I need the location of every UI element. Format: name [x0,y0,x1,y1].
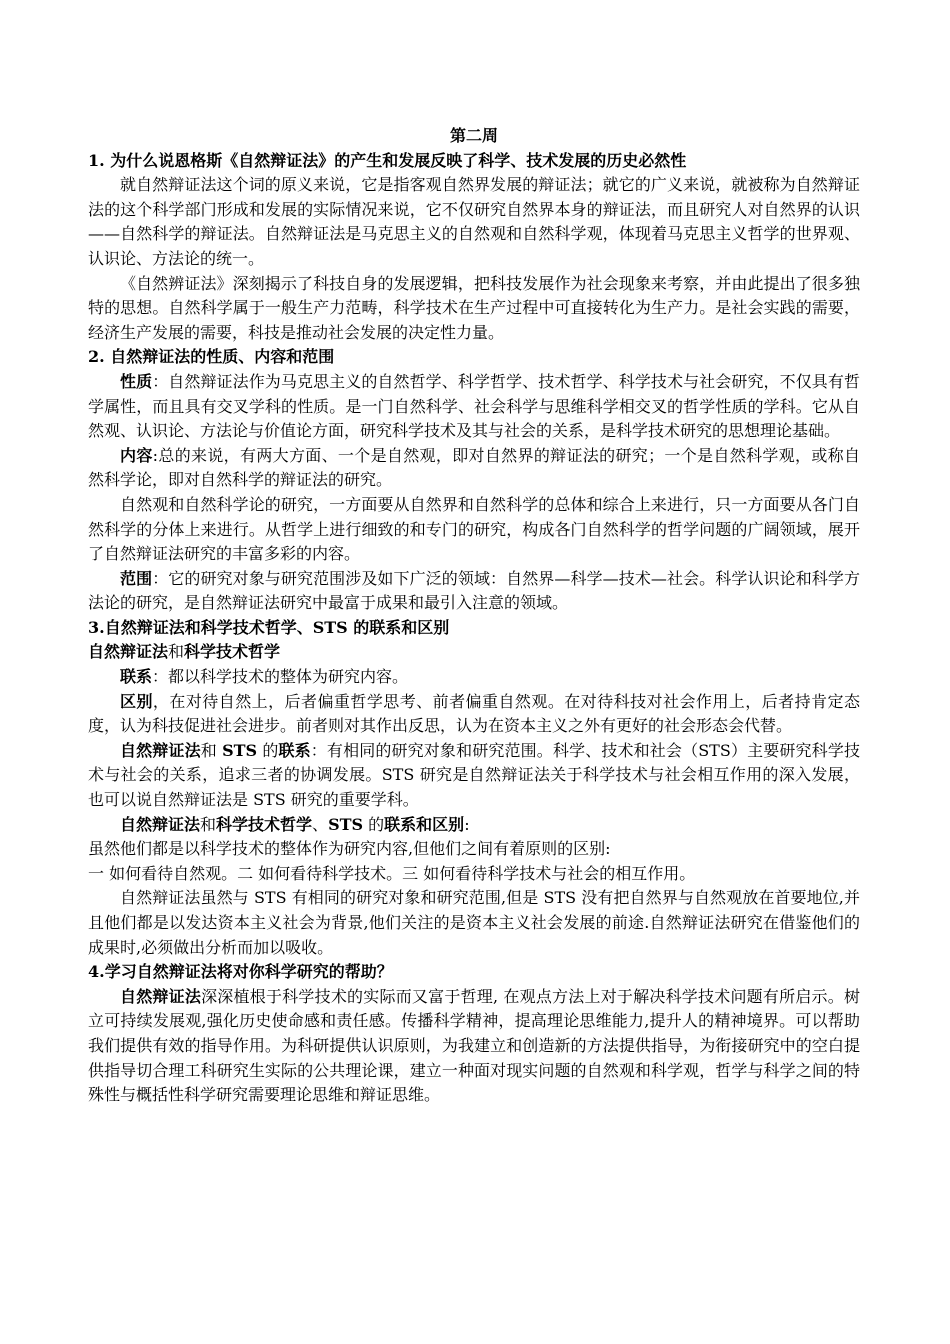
section-2-content-paragraph [88,444,860,493]
comparison-d: 联系和区别 [384,814,465,834]
subheading-part-a: 自然辩证法 [88,642,169,662]
comparison-sep: 、 [312,814,329,834]
sts-relation-b: STS [222,740,258,760]
section-1-heading: 1. 为什么说恩格斯《自然辩证法》的产生和发展反映了科学、技术发展的历史必然性 [88,150,687,170]
content-text: :总的来说，有两大方面、一个是自然观，即对自然界的辩证法的研究；一个是自然科学观，或称自然科学论，即对自然科学的辩证法的研究。 [88,445,860,490]
comparison-and: 和 [200,814,217,834]
subheading-part-b: 科学技术哲学 [184,642,281,662]
section-3-comparison-heading [88,813,860,838]
page-title: 第二周 [449,126,498,145]
comparison-b: 科学技术哲学 [216,814,313,834]
section-4-paragraph-1 [88,985,860,1108]
section-1-paragraph-2: 《自然辨证法》深刻揭示了科技自身的发展逻辑，把科技发展作为社会现象来考察，并由此提出了很多独特的思想。自然科学属于一般生产力范畴，科学技术在生产过程中可直接转化为生产力。是社会实践的需要，经济生产发展的需要，科技是推动社会发展的决定性力量。 [88,273,860,342]
sts-relation-text: ：有相同的研究对象和研究范围。科学、技术和社会（STS）主要研究科学技术与社会的关系，追求三者的协调发展。STS 研究是自然辩证法关于科学技术与社会相互作用的深入发展，也可以说自然辩证法是 STS 研究的重要学科。 [88,740,860,810]
scope-label: 范围 [120,568,153,588]
comparison-colon: : [464,814,470,834]
section-3-paragraph-5: 虽然他们都是以科学技术的整体作为研究内容,但他们之间有着原则的区别: [88,839,611,859]
section-3-heading: 3.自然辩证法和科学技术哲学、STS 的联系和区别 [88,617,450,637]
dialectics-label: 自然辩证法 [120,986,202,1006]
subheading-and: 和 [168,642,185,662]
difference-label: 区别 [120,691,153,711]
comparison-de: 的 [363,814,385,834]
nature-text: ：自然辩证法作为马克思主义的自然哲学、科学哲学、技术哲学、科学技术与社会研究，不仅具有哲学属性，而且具有交叉学科的性质。是一门自然科学、社会科学与思维科学相交叉的哲学性质的学科。它从自然观、认识论、方法论与价值论方面，研究科学技术及其与社会的关系，是科学技术研究的思想理论基础。 [88,371,860,441]
dialectics-text: 深深植根于科学技术的实际而又富于哲理, 在观点方法上对于解决科学技术问题有所启示。树立可持续发展观,强化历史使命感和责任感。传播科学精神，提高理论思维能力,提升人的精神境界。可以帮助我们提供有效的指导作用。为科研提供认识原则，为我建立和创造新的方法提供指导，为衔接研究中的空白提供指导切合理工科研究生实际的公共理论课，建立一种面对现实问题的自然观和科学观，哲学与科学之间的特殊性与概括性科学研究需要理论思维和辩证思维。 [88,986,860,1105]
section-2-nature-paragraph [88,370,860,444]
comparison-c: STS [328,814,364,834]
section-3-difference-paragraph [88,690,860,739]
scope-text: ：它的研究对象与研究范围涉及如下广泛的领域：自然界—科学—技术—社会。科学认识论和科学方法论的研究，是自然辩证法研究中最富于成果和最引入注意的领域。 [88,568,860,613]
section-2-heading: 2. 自然辩证法的性质、内容和范围 [88,347,335,367]
document-page [88,124,860,1108]
comparison-a: 自然辩证法 [120,814,201,834]
sts-relation-a: 自然辩证法 [120,740,201,760]
section-3-paragraph-7: 自然辩证法虽然与 STS 有相同的研究对象和研究范围,但是 STS 没有把自然界与自然观放在首要地位,并且他们都是以发达资本主义社会为背景,他们关注的是资本主义社会发展的前途.自然辩证法研究在借鉴他们的成果时,必须做出分析而加以吸收。 [88,888,860,957]
sts-relation-and: 和 [200,740,223,760]
sts-relation-label: 联系 [278,740,311,760]
relation-label: 联系 [120,667,153,687]
section-1-paragraph-1: 就自然辩证法这个词的原义来说，它是指客观自然界发展的辩证法；就它的广义来说，就被称为自然辩证法的这个科学部门形成和发展的实际情况来说，它不仅研究自然界本身的辩证法，而且研究人对自然界的认识——自然科学的辩证法。自然辩证法是马克思主义的自然观和自然科学观，体现着马克思主义哲学的世界观、认识论、方法论的统一。 [88,175,860,268]
sts-relation-de: 的 [257,740,279,760]
section-3-subheading [88,640,860,665]
section-3-sts-relation-paragraph [88,739,860,813]
difference-text: ，在对待自然上，后者偏重哲学思考、前者偏重自然观。在对待科技对社会作用上，后者持肯定态度，认为科技促进社会进步。前者则对其作出反思，认为在资本主义之外有更好的社会形态会代替。 [88,691,860,736]
relation-text: ：都以科学技术的整体为研究内容。 [152,667,409,687]
section-3-relation-paragraph [88,665,860,690]
nature-label: 性质 [120,371,153,391]
content-label: 内容 [120,445,153,465]
section-2-paragraph-3: 自然观和自然科学论的研究，一方面要从自然界和自然科学的总体和综合上来进行，只一方面要从各门自然科学的分体上来进行。从哲学上进行细致的和专门的研究，构成各门自然科学的哲学问题的广阔领域，展开了自然辩证法研究的丰富多彩的内容。 [88,494,860,564]
section-4-heading: 4.学习自然辩证法将对你科学研究的帮助？ [88,962,393,982]
section-2-scope-paragraph [88,567,860,616]
section-3-paragraph-6: 一 如何看待自然观。二 如何看待科学技术。三 如何看待科学技术与社会的相互作用。 [88,863,696,883]
